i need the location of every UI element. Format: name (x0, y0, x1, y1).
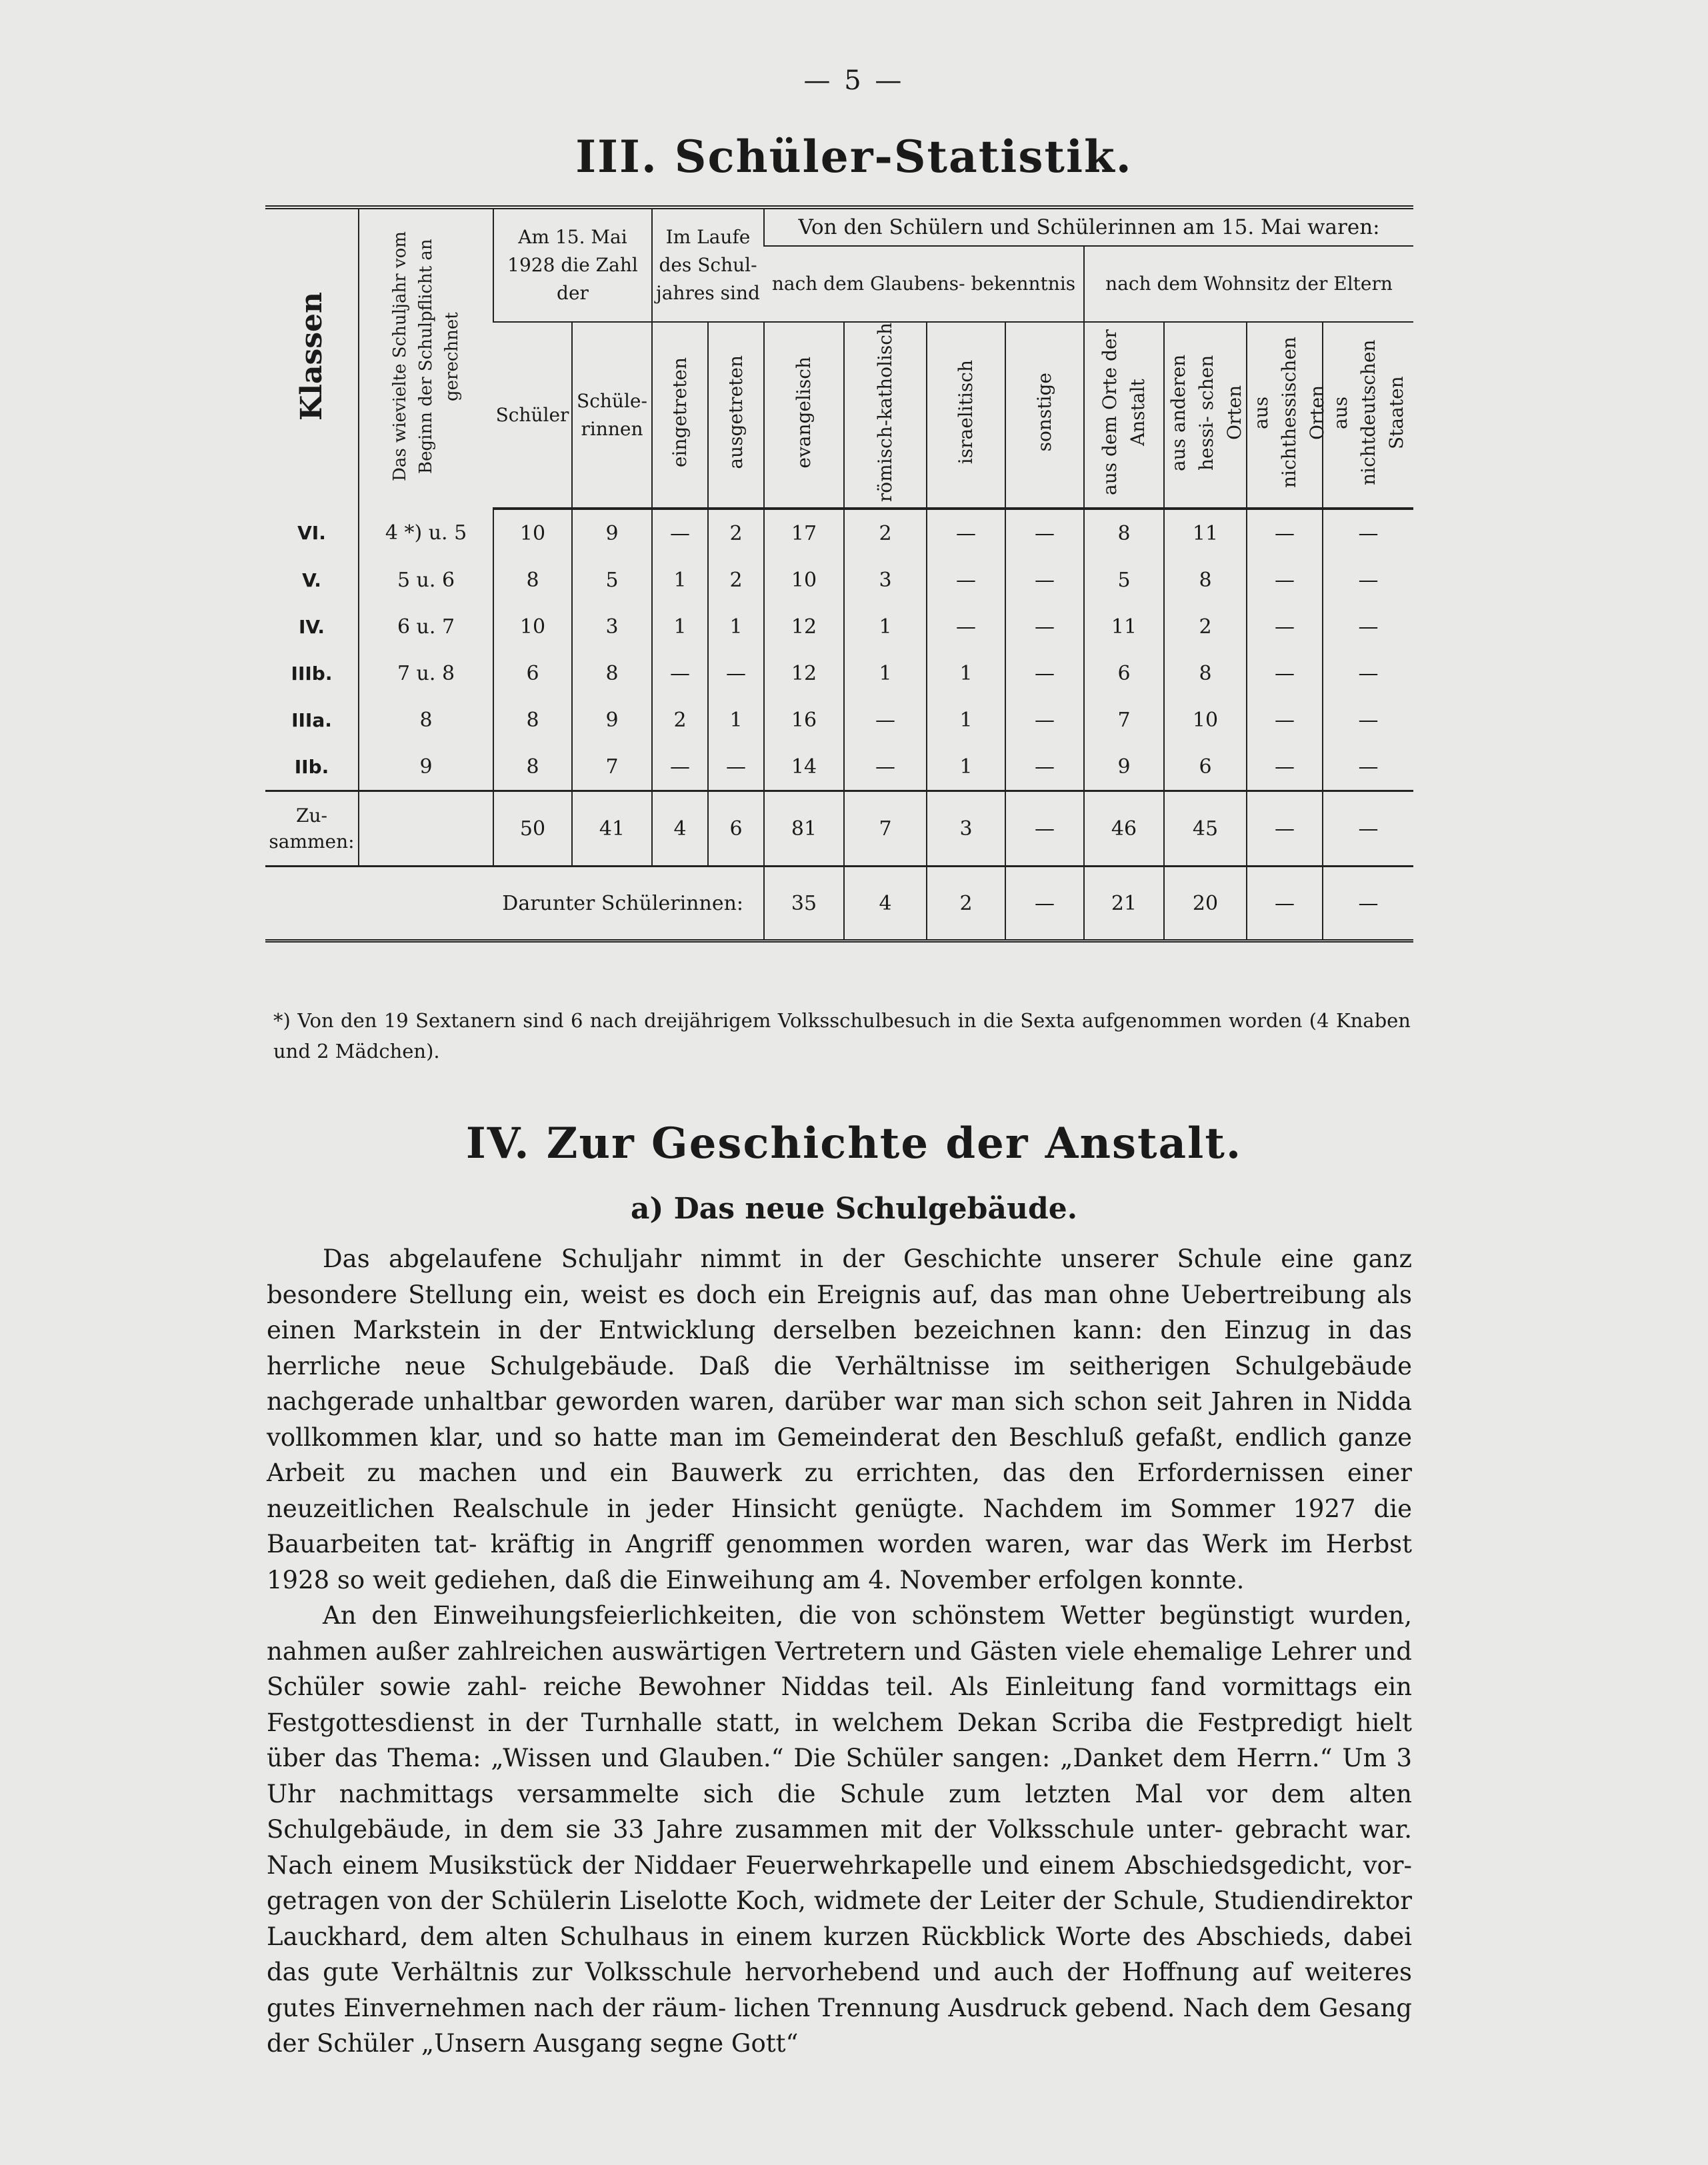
header-israelitisch: israelitisch (927, 322, 1005, 509)
table-row (265, 557, 1413, 603)
table-cell: — (1323, 791, 1413, 867)
header-ort: aus dem Orte der Anstalt (1084, 322, 1164, 509)
section-4-subtitle: a) Das neue Schulgebäude. (630, 1192, 1078, 1226)
table-cell: — (1005, 867, 1084, 941)
table-cell: 1 (652, 557, 708, 603)
table-cell: 8 (493, 743, 572, 791)
class-name-cell: IV. (298, 615, 325, 638)
table-cell: 9 (572, 697, 652, 743)
table-cell: 7 (1084, 697, 1164, 743)
table-cell: 1 (652, 603, 708, 650)
table-cell: 1 (708, 697, 764, 743)
table-cell: 8 (1084, 509, 1164, 557)
table-cell: 5 (572, 557, 652, 603)
header-evangelisch: evangelisch (764, 322, 844, 509)
table-cell: 2 (844, 509, 927, 557)
table-cell: 5 (1084, 557, 1164, 603)
class-name-cell: IIIb. (291, 662, 333, 685)
header-zahl-group: Am 15. Mai 1928 die Zahl der (493, 207, 652, 322)
header-schuljahr: Das wievielte Schuljahr vom Beginn der Schulpflicht an gerechnet (359, 207, 493, 509)
table-cell: 2 (708, 557, 764, 603)
header-katholisch: römisch-katholisch (844, 322, 927, 509)
table-cell: 12 (764, 650, 844, 697)
statistics-table (265, 205, 1413, 943)
table-row (265, 650, 1413, 697)
table-cell: 8 (359, 697, 493, 743)
table-cell: 1 (844, 650, 927, 697)
table-cell: — (927, 603, 1005, 650)
class-name-cell: VI. (297, 521, 326, 544)
statistics-table-body (265, 509, 1413, 791)
header-ausgetreten: ausgetreten (708, 322, 764, 509)
table-cell: 8 (1164, 557, 1247, 603)
table-cell: — (1247, 509, 1323, 557)
total-row (265, 791, 1413, 867)
table-cell: 17 (764, 509, 844, 557)
header-nichtdeutsch: aus nichtdeutschen Staaten (1323, 322, 1413, 509)
table-cell: 3 (927, 791, 1005, 867)
table-cell: — (1323, 650, 1413, 697)
table-cell: 8 (493, 557, 572, 603)
table-cell: 6 (1164, 743, 1247, 791)
table-cell: 6 (493, 650, 572, 697)
table-cell: — (844, 697, 927, 743)
header-klassen: Klassen (265, 207, 359, 509)
table-cell: 4 (652, 791, 708, 867)
table-cell: 10 (764, 557, 844, 603)
header-laufe-group: Im Laufe des Schul- jahres sind (652, 207, 764, 322)
table-cell: — (1005, 509, 1084, 557)
table-cell: 35 (764, 867, 844, 941)
table-cell: 2 (1164, 603, 1247, 650)
table-cell: — (652, 743, 708, 791)
table-cell: — (1323, 867, 1413, 941)
table-cell: 1 (927, 743, 1005, 791)
table-cell: — (1005, 557, 1084, 603)
statistics-table-wrapper (265, 205, 1413, 943)
body-text (267, 1241, 1412, 2062)
table-cell: 3 (844, 557, 927, 603)
table-cell: 20 (1164, 867, 1247, 941)
total-label: Zu- sammen: (265, 791, 359, 867)
table-cell: — (1247, 743, 1323, 791)
section-4-title: IV. Zur Geschichte der Anstalt. (465, 1118, 1243, 1168)
paragraph: An den Einweihungsfeierlichkeiten, die von schönstem Wetter begünstigt wurden, nahmen außer zahlreichen auswärtigen Vertretern und Gästen viele ehemalige Lehrer und Schüler sowie zahl- reiche Bewohner Niddas teil. Als Einleitung fand vormittags ein Festgottesdienst in der Turnhalle statt, in welchem Dekan Scriba die Festpredigt hielt über das Thema: „Wissen und Glauben.“ Die Schüler sangen: „Danket dem Herrn.“ Um 3 Uhr nachmittags versammelte sich die Schule zum letzten Mal vor dem alten Schulgebäude, in dem sie 33 Jahre zusammen mit der Volksschule unter- gebracht war. Nach einem Musikstück der Niddaer Feuerwehrkapelle und einem Abschiedsgedicht, vor- getragen von der Schülerin Liselotte Koch, widmete der Leiter der Schule, Studiendirektor Lauckhard, dem alten Schulhaus in einem kurzen Rückblick Worte des Abschieds, dabei das gute Verhältnis zur Volksschule hervorhebend und auch der Hoffnung auf weiteres gutes Einvernehmen nach der räum- lichen Trennung Ausdruck gebend. Nach dem Gesang der Schüler „Unsern Ausgang segne Gott“ (267, 1601, 1412, 2058)
table-cell: — (1247, 791, 1323, 867)
table-footnote: *) Von den 19 Sextanern sind 6 nach dreijährigem Volksschulbesuch in die Sexta aufgenommen worden (4 Knaben und 2 Mädchen). (273, 1009, 1411, 1063)
table-cell: — (1323, 603, 1413, 650)
table-cell: — (1323, 557, 1413, 603)
table-row (265, 603, 1413, 650)
table-cell: — (708, 650, 764, 697)
table-cell: 21 (1084, 867, 1164, 941)
table-cell: 3 (572, 603, 652, 650)
table-cell: 11 (1164, 509, 1247, 557)
table-cell: 10 (493, 509, 572, 557)
header-schueler: Schüler (493, 322, 572, 509)
table-cell: 45 (1164, 791, 1247, 867)
table-cell: 2 (708, 509, 764, 557)
table-cell: — (844, 743, 927, 791)
table-cell: 8 (1164, 650, 1247, 697)
table-cell: — (1247, 603, 1323, 650)
paragraph: Das abgelaufene Schuljahr nimmt in der Geschichte unserer Schule eine ganz besondere Stellung ein, weist es doch ein Ereignis auf, das man ohne Uebertreibung als einen Markstein in der Entwicklung derselben bezeichnen kann: den Einzug in das herrliche neue Schulgebäude. Daß die Verhältnisse im seitherigen Schulgebäude nachgerade unhaltbar geworden waren, darüber war man sich schon seit Jahren in Nidda vollkommen klar, und so hatte man im Gemeinderat den Beschluß gefaßt, endlich ganze Arbeit zu machen und ein Bauwerk zu errichten, das den Erfordernissen einer neuzeitlichen Realschule in jeder Hinsicht genügte. Nachdem im Sommer 1927 die Bauarbeiten tat- kräftig in Angriff genommen worden waren, war das Werk im Herbst 1928 so weit gediehen, daß die Einweihung am 4. November erfolgen konnte. (267, 1244, 1412, 1594)
table-cell: — (1247, 557, 1323, 603)
table-cell: 4 *) u. 5 (359, 509, 493, 557)
table-cell: — (708, 743, 764, 791)
table-cell: 7 u. 8 (359, 650, 493, 697)
table-cell: 16 (764, 697, 844, 743)
table-cell: — (927, 557, 1005, 603)
table-cell: — (1005, 650, 1084, 697)
table-cell: 5 u. 6 (359, 557, 493, 603)
table-cell: — (1005, 743, 1084, 791)
class-name-cell: IIIa. (291, 709, 332, 731)
table-cell: — (1323, 743, 1413, 791)
table-cell: — (1005, 697, 1084, 743)
table-cell: — (927, 509, 1005, 557)
table-cell: 8 (572, 650, 652, 697)
table-cell: — (1323, 697, 1413, 743)
table-cell: 12 (764, 603, 844, 650)
table-cell: — (1323, 509, 1413, 557)
table-cell: — (1005, 603, 1084, 650)
total-schuljahr (359, 791, 493, 867)
table-cell: 9 (572, 509, 652, 557)
table-cell: 2 (927, 867, 1005, 941)
table-row (265, 697, 1413, 743)
table-cell: 6 (1084, 650, 1164, 697)
table-cell: 1 (844, 603, 927, 650)
table-row (265, 509, 1413, 557)
table-cell: 50 (493, 791, 572, 867)
table-cell: 4 (844, 867, 927, 941)
header-eingetreten: eingetreten (652, 322, 708, 509)
table-cell: 81 (764, 791, 844, 867)
table-cell: — (1005, 791, 1084, 867)
table-cell: 1 (927, 697, 1005, 743)
table-cell: — (1247, 867, 1323, 941)
table-cell: — (652, 509, 708, 557)
table-row (265, 743, 1413, 791)
class-name-cell: IIb. (294, 755, 329, 778)
table-cell: 41 (572, 791, 652, 867)
header-hessisch: aus anderen hessi- schen Orten (1164, 322, 1247, 509)
table-cell: 9 (359, 743, 493, 791)
table-cell: 46 (1084, 791, 1164, 867)
table-cell: 10 (493, 603, 572, 650)
table-cell: 6 u. 7 (359, 603, 493, 650)
table-cell: 9 (1084, 743, 1164, 791)
table-cell: — (1247, 697, 1323, 743)
table-cell: 6 (708, 791, 764, 867)
table-cell: — (652, 650, 708, 697)
table-cell: 1 (927, 650, 1005, 697)
header-nichthessisch: aus nichthessischen Orten (1247, 322, 1323, 509)
girls-label: Darunter Schülerinnen: (265, 867, 764, 941)
header-schuelerinnen: Schüle- rinnen (572, 322, 652, 509)
header-wohnsitz-group: nach dem Wohnsitz der Eltern (1084, 246, 1413, 322)
table-cell: 10 (1164, 697, 1247, 743)
table-cell: 14 (764, 743, 844, 791)
table-cell: 7 (844, 791, 927, 867)
header-glauben-group: nach dem Glaubens- bekenntnis (764, 246, 1084, 322)
section-3-title: III. Schüler-Statistik. (575, 131, 1133, 183)
table-cell: 1 (708, 603, 764, 650)
header-sonstige: sonstige (1005, 322, 1084, 509)
table-cell: 8 (493, 697, 572, 743)
table-cell: — (1247, 650, 1323, 697)
table-cell: 2 (652, 697, 708, 743)
table-cell: 11 (1084, 603, 1164, 650)
header-main-group: Von den Schülern und Schülerinnen am 15. Mai waren: (764, 207, 1413, 246)
girls-row (265, 867, 1413, 941)
page-number: — 5 — (803, 65, 905, 96)
table-cell: 7 (572, 743, 652, 791)
class-name-cell: V. (302, 569, 321, 591)
